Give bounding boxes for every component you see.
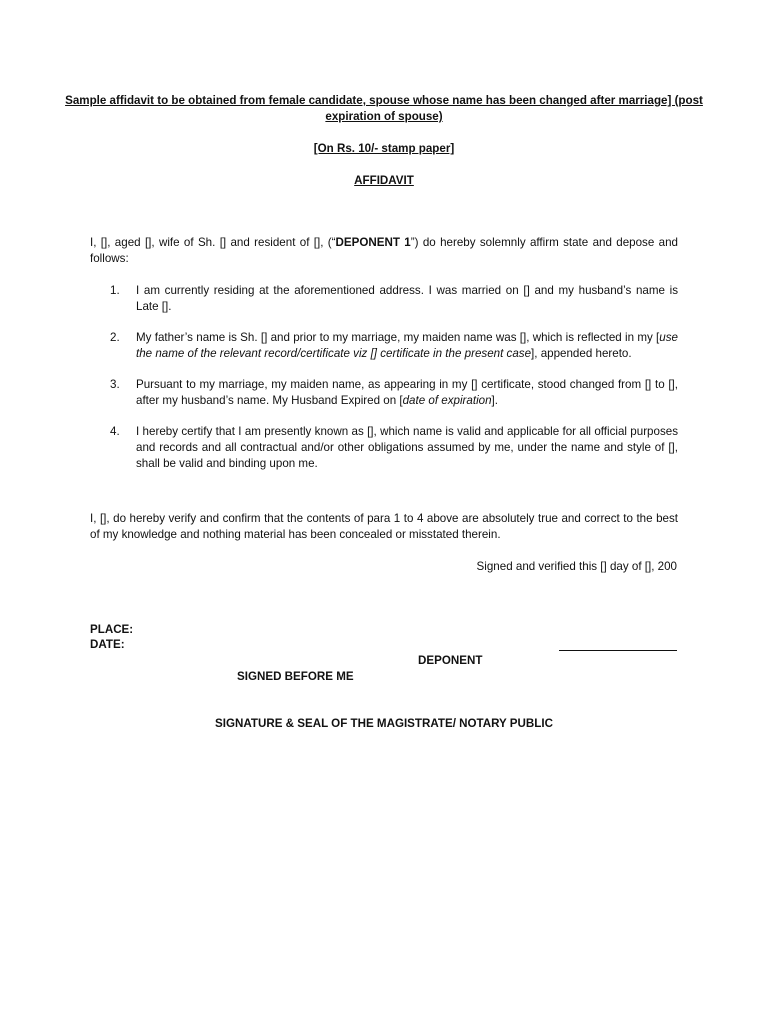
list-item-number: 2. — [110, 331, 120, 344]
intro-text-before: I, [], aged [], wife of Sh. [] and resident of [], (“ — [90, 236, 336, 249]
date-label: DATE: — [90, 638, 125, 651]
list-item — [110, 283, 678, 315]
intro-text-after: ”) do hereby solemnly affirm state and depose and follows: — [90, 236, 678, 265]
list-item-text: Pursuant to my marriage, my maiden name, as appearing in my [] certificate, stood changed from [] to [], after my husband’s name. My Husband Expired on [ — [136, 378, 678, 407]
deponent-label: DEPONENT — [418, 654, 483, 667]
magistrate-seal-label: SIGNATURE & SEAL OF THE MAGISTRATE/ NOTARY PUBLIC — [215, 717, 553, 730]
place-label: PLACE: — [90, 623, 134, 636]
list-item — [110, 330, 678, 362]
list-item-number: 3. — [110, 378, 120, 391]
intro-paragraph — [90, 235, 678, 267]
list-item-text-end: ]. — [491, 394, 498, 407]
list-item-number: 1. — [110, 284, 120, 297]
document-title: Sample affidavit to be obtained from female candidate, spouse whose name has been changed after marriage] (post expiration of spouse) — [65, 94, 703, 123]
list-item — [110, 424, 678, 472]
signature-line — [559, 638, 677, 651]
stamp-paper-note: [On Rs. 10/- stamp paper] — [313, 142, 455, 155]
list-item — [110, 377, 678, 409]
list-item-text: I hereby certify that I am presently known as [], which name is valid and applicable for all official purposes and records and all contractual and/or other obligations assumed by me, under the name and style of [], shall be valid and binding upon me. — [136, 425, 678, 470]
list-item-text-end: ], appended hereto. — [531, 347, 632, 360]
list-item-number: 4. — [110, 425, 120, 438]
list-item-text: My father’s name is Sh. [] and prior to my marriage, my maiden name was [], which is reflected in my [ — [136, 331, 660, 344]
numbered-list — [110, 283, 678, 472]
affidavit-heading: AFFIDAVIT — [354, 174, 414, 187]
signed-before-me-label: SIGNED BEFORE ME — [237, 670, 354, 683]
signed-verified-line: Signed and verified this [] day of [], 200 — [476, 560, 677, 573]
list-item-italic-text: date of expiration — [402, 394, 492, 407]
deponent-1-label: DEPONENT 1 — [335, 236, 411, 249]
list-item-text: I am currently residing at the aforementioned address. I was married on [] and my husband’s name is Late []. — [136, 284, 678, 313]
verification-paragraph: I, [], do hereby verify and confirm that the contents of para 1 to 4 above are absolutely true and correct to the best of my knowledge and nothing material has been concealed or misstated therein. — [90, 512, 678, 541]
list-item-italic-text: use the name of the relevant record/certificate viz [] certificate in the present case — [136, 331, 678, 360]
